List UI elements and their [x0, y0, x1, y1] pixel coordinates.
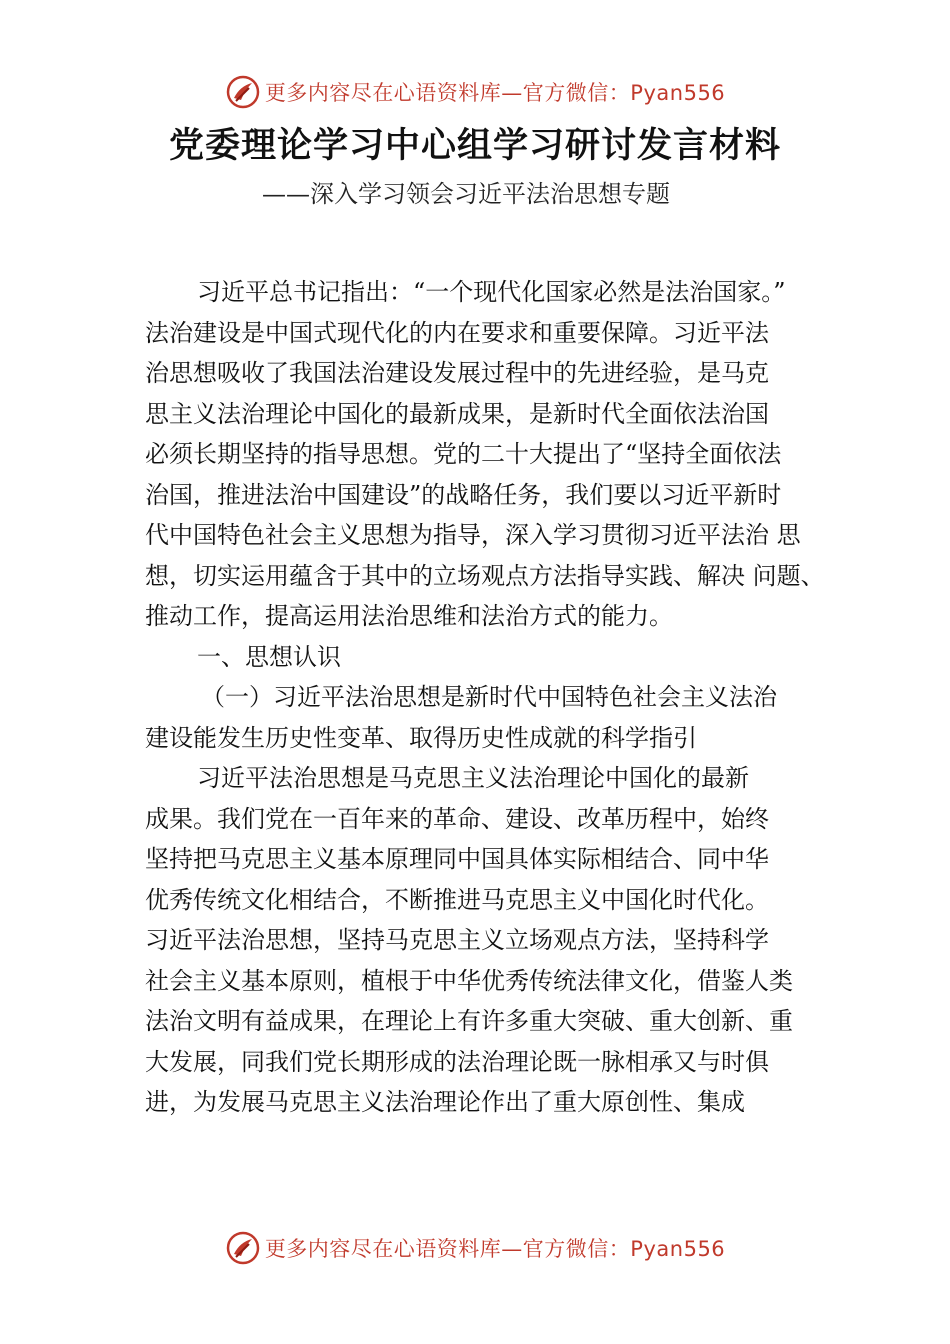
paragraph-line: 法治文明有益成果，在理论上有许多重大突破、重大创新、重 [145, 1007, 793, 1035]
brush-logo-icon [225, 1230, 261, 1266]
banner-text: 更多内容尽在心语资料库—官方微信：Pyan556 [264, 81, 726, 105]
footer-banner [0, 1228, 950, 1268]
subsection-heading: （一）习近平法治思想是新时代中国特色社会主义法治 [201, 683, 777, 711]
paragraph-line: 想，切实运用蕴含于其中的立场观点方法指导实践、解决 问题、 [145, 561, 825, 590]
paragraph-line: 成果。我们党在一百年来的革命、建设、改革历程中，始终 [145, 804, 769, 833]
paragraph-line: 法治建设是中国式现代化的内在要求和重要保障。习近平法 [145, 318, 769, 347]
paragraph-line: 大发展，同我们党长期形成的法治理论既一脉相承又与时俱 [145, 1047, 769, 1076]
paragraph-line: 治思想吸收了我国法治建设发展过程中的先进经验，是马克 [145, 359, 769, 387]
paragraph-line: 必须长期坚持的指导思想。党的二十大提出了“坚持全面依法 [145, 440, 782, 468]
section-heading: 一、思想认识 [197, 642, 341, 671]
paragraph-line: 进，为发展马克思主义法治理论作出了重大原创性、集成 [145, 1088, 745, 1116]
document-title: 党委理论学习中心组学习研讨发言材料 [168, 125, 781, 166]
paragraph-line: 优秀传统文化相结合，不断推进马克思主义中国化时代化。 [145, 885, 769, 914]
paragraph-line: 治国，推进法治中国建设”的战略任务，我们要以习近平新时 [145, 480, 782, 509]
brush-logo-icon [225, 74, 261, 110]
paragraph-line: 习近平法治思想是马克思主义法治理论中国化的最新 [197, 764, 749, 792]
paragraph-line: 习近平总书记指出：“一个现代化国家必然是法治国家。” [197, 278, 786, 306]
paragraph-line: 坚持把马克思主义基本原理同中国具体实际相结合、同中华 [145, 845, 769, 873]
paragraph-line: 代中国特色社会主义思想为指导，深入学习贯彻习近平法治 思 [145, 521, 801, 549]
paragraph-line: 习近平法治思想，坚持马克思主义立场观点方法，坚持科学 [145, 926, 769, 954]
header-banner [0, 72, 950, 112]
subsection-heading-cont: 建设能发生历史性变革、取得历史性成就的科学指引 [145, 723, 697, 752]
document-body [145, 272, 865, 1123]
paragraph-line: 思主义法治理论中国化的最新成果，是新时代全面依法治国 [145, 399, 769, 428]
paragraph-line: 社会主义基本原则，植根于中华优秀传统法律文化，借鉴人类 [145, 966, 793, 995]
paragraph-line: 推动工作，提高运用法治思维和法治方式的能力。 [145, 602, 673, 630]
document-subtitle: ——深入学习领会习近平法治思想专题 [262, 180, 670, 208]
banner-text: 更多内容尽在心语资料库—官方微信：Pyan556 [264, 1237, 726, 1261]
